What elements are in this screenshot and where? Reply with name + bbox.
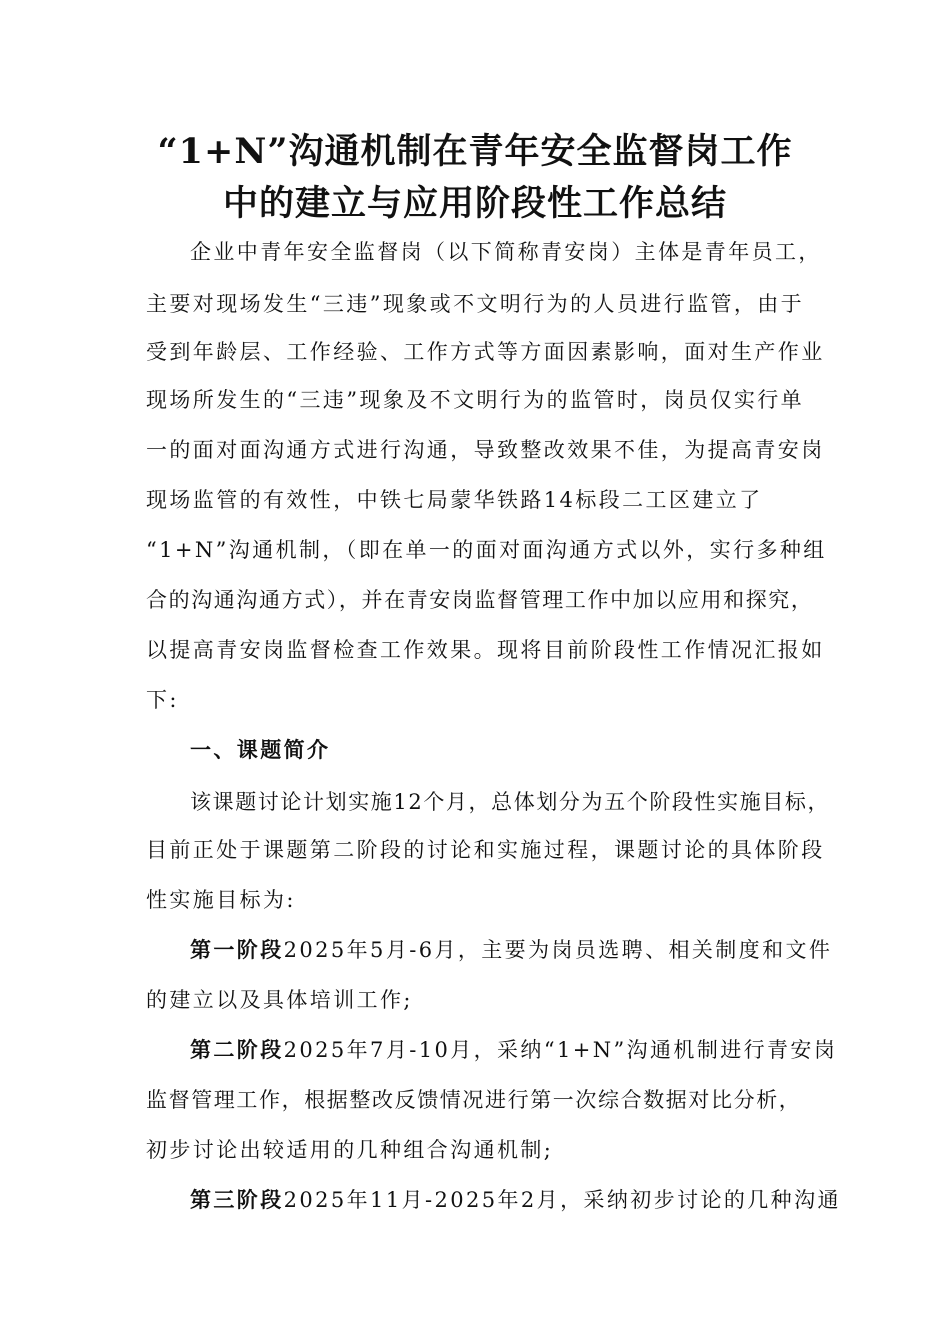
intro-line: 现场所发生的“三违”现象及不文明行为的监管时，岗员仅实行单 (146, 388, 805, 412)
stage-2-text: 2025年7月-10月，采纳“1+N”沟通机制进行青安岗 (283, 1038, 838, 1062)
intro-line: 受到年龄层、工作经验、工作方式等方面因素影响，面对生产作业 (146, 340, 825, 364)
section-heading: 一、课题简介 (190, 737, 331, 762)
intro-line: “1+N”沟通机制，（即在单一的面对面沟通方式以外，实行多种组 (146, 538, 827, 562)
stage-line: 的建立以及具体培训工作; (146, 988, 413, 1012)
stage-2-line (190, 1036, 837, 1064)
stage-3-label: 第三阶段 (190, 1187, 284, 1212)
section-line: 该课题讨论计划实施12个月，总体划分为五个阶段性实施目标， (190, 790, 831, 814)
intro-line: 以提高青安岗监督检查工作效果。现将目前阶段性工作情况汇报如 (146, 638, 825, 662)
intro-line: 企业中青年安全监督岗（以下简称青安岗）主体是青年员工， (190, 240, 822, 264)
stage-3-text: 2025年11月-2025年2月，采纳初步讨论的几种沟通 (283, 1188, 841, 1212)
intro-line: 现场监管的有效性，中铁七局蒙华铁路14标段二工区建立了 (146, 488, 763, 512)
stage-2-label: 第二阶段 (190, 1037, 284, 1062)
title-line-2: 中的建立与应用阶段性工作总结 (222, 183, 727, 224)
section-line: 目前正处于课题第二阶段的讨论和实施过程，课题讨论的具体阶段 (146, 838, 825, 862)
intro-line: 下: (146, 688, 179, 712)
stage-1-line (190, 936, 832, 964)
stage-1-text: 2025年5月-6月，主要为岗员选聘、相关制度和文件 (283, 938, 833, 962)
intro-line: 合的沟通沟通方式），并在青安岗监督管理工作中加以应用和探究， (146, 588, 814, 612)
stage-line: 初步讨论出较适用的几种组合沟通机制; (146, 1138, 554, 1162)
section-line: 性实施目标为: (146, 888, 296, 912)
intro-line: 一的面对面沟通方式进行沟通，导致整改效果不佳，为提高青安岗 (146, 438, 825, 462)
stage-line: 监督管理工作，根据整改反馈情况进行第一次综合数据对比分析， (146, 1088, 802, 1112)
title-line-1: “1+N”沟通机制在青年安全监督岗工作 (157, 131, 793, 172)
stage-1-label: 第一阶段 (190, 937, 284, 962)
intro-line: 主要对现场发生“三违”现象或不文明行为的人员进行监管，由于 (146, 292, 805, 316)
stage-3-line (190, 1186, 841, 1214)
